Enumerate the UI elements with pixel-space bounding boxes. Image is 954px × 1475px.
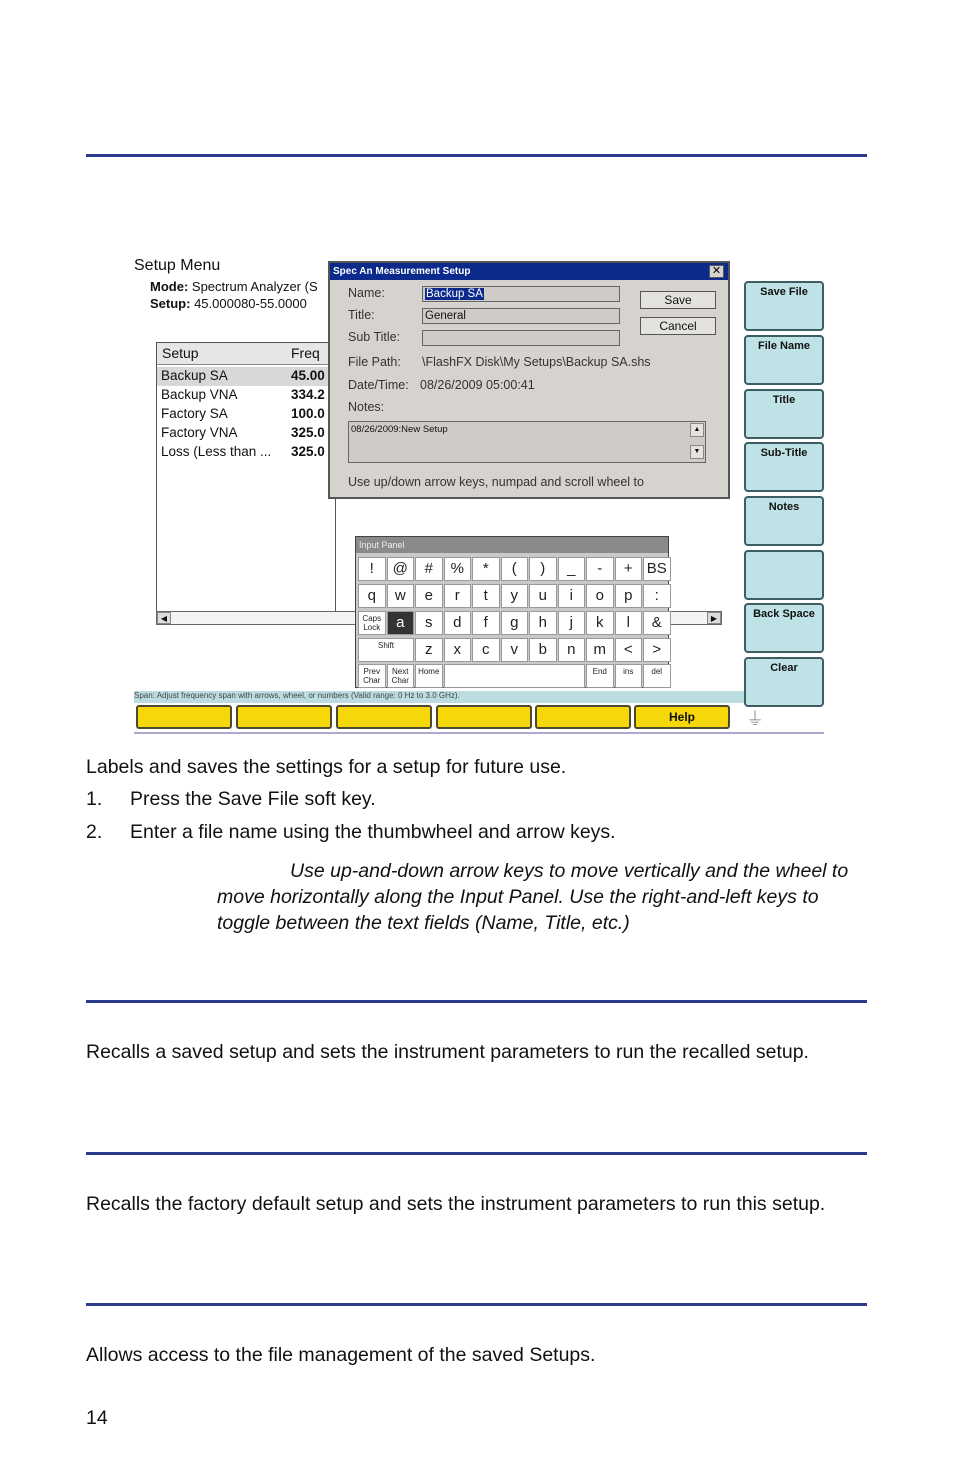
section-rule <box>86 1000 867 1003</box>
scroll-down-icon[interactable]: ▼ <box>690 445 704 459</box>
blank-softkey[interactable] <box>744 550 824 600</box>
key-symbol[interactable]: & <box>643 611 671 635</box>
key-home[interactable]: Home <box>415 664 443 688</box>
datetime-label: Date/Time: <box>348 378 409 392</box>
cancel-button[interactable]: Cancel <box>640 317 716 335</box>
title-field[interactable]: General <box>422 308 620 324</box>
key-i[interactable]: i <box>558 584 586 608</box>
key-o[interactable]: o <box>586 584 614 608</box>
section-rule <box>86 154 867 157</box>
notes-field[interactable]: 08/26/2009:New Setup ▲ ▼ <box>348 421 706 463</box>
key-m[interactable]: m <box>586 638 614 662</box>
key-c[interactable]: c <box>472 638 500 662</box>
key-x[interactable]: x <box>444 638 472 662</box>
key-caps-lock[interactable]: Caps Lock <box>358 611 386 635</box>
table-row[interactable]: Loss (Less than ... 325.0 <box>161 444 325 459</box>
bottom-softkey[interactable] <box>535 705 631 729</box>
table-row[interactable]: Factory VNA 325.0 <box>161 425 325 440</box>
key-g[interactable]: g <box>501 611 529 635</box>
close-icon[interactable]: ✕ <box>709 265 724 278</box>
key-r[interactable]: r <box>444 584 472 608</box>
files-paragraph: Allows access to the file management of the saved Setups. <box>86 1344 596 1366</box>
subtitle-label: Sub Title: <box>348 330 401 344</box>
key-e[interactable]: e <box>415 584 443 608</box>
bottom-softkey[interactable] <box>136 705 232 729</box>
key-f[interactable]: f <box>472 611 500 635</box>
save-file-softkey[interactable]: Save File <box>744 281 824 331</box>
title-label: Title: <box>348 308 375 322</box>
step-1: 1. Press the Save File soft key. <box>86 788 376 810</box>
instrument-screenshot <box>130 255 826 736</box>
key-symbol[interactable]: ( <box>501 557 529 581</box>
mode-line: Mode: Spectrum Analyzer (S <box>150 279 318 294</box>
section-rule <box>86 1303 867 1306</box>
key-symbol[interactable]: # <box>415 557 443 581</box>
factory-paragraph: Recalls the factory default setup and sets the instrument parameters to run this setup. <box>86 1193 826 1215</box>
measurement-setup-dialog <box>328 261 730 499</box>
key-end[interactable]: End <box>586 664 614 688</box>
subtitle-softkey[interactable]: Sub-Title <box>744 442 824 492</box>
key-symbol[interactable]: + <box>615 557 643 581</box>
subtitle-field[interactable] <box>422 330 620 346</box>
bottom-softkey[interactable] <box>236 705 332 729</box>
table-header: Setup Freq <box>157 343 335 365</box>
setup-line: Setup: 45.000080-55.0000 <box>150 296 307 311</box>
notes-softkey[interactable]: Notes <box>744 496 824 546</box>
key-v[interactable]: v <box>501 638 529 662</box>
key-y[interactable]: y <box>501 584 529 608</box>
key-symbol[interactable]: - <box>586 557 614 581</box>
key-symbol[interactable]: < <box>615 638 643 662</box>
key-z[interactable]: z <box>415 638 443 662</box>
key-q[interactable]: q <box>358 584 386 608</box>
key-shift[interactable]: Shift <box>358 638 414 662</box>
key-symbol[interactable]: % <box>444 557 472 581</box>
title-softkey[interactable]: Title <box>744 389 824 439</box>
key-ins[interactable]: ins <box>615 664 643 688</box>
key-u[interactable]: u <box>529 584 557 608</box>
dialog-hint: Use up/down arrow keys, numpad and scroll wheel to <box>348 475 644 489</box>
input-panel-title: Input Panel <box>356 537 668 553</box>
power-plug-icon: ⏚ <box>746 709 764 729</box>
clear-softkey[interactable]: Clear <box>744 657 824 707</box>
intro-paragraph: Labels and saves the settings for a setup for future use. <box>86 756 567 778</box>
status-line: Span: Adjust frequency span with arrows, wheel, or numbers (Valid range: 0 Hz to 3.0 GHz). <box>134 691 744 703</box>
note-text: Use up-and-down arrow keys to move vertically and the wheel to move horizontally along the Input Panel. Use the right-and-left keys to toggle between the text fields (Name, Title, etc.) <box>217 860 849 934</box>
bottom-softkey[interactable] <box>436 705 532 729</box>
scroll-up-icon[interactable]: ▲ <box>690 423 704 437</box>
key-symbol[interactable]: ! <box>358 557 386 581</box>
key-l[interactable]: l <box>615 611 643 635</box>
help-softkey[interactable]: Help <box>634 705 730 729</box>
key-prev-char[interactable]: Prev Char <box>358 664 386 688</box>
key-symbol[interactable]: @ <box>387 557 415 581</box>
key-symbol[interactable]: : <box>643 584 671 608</box>
key-a[interactable]: a <box>387 611 415 635</box>
table-row[interactable]: Factory SA 100.0 <box>161 406 325 421</box>
key-symbol[interactable]: * <box>472 557 500 581</box>
key-next-char[interactable]: Next Char <box>387 664 415 688</box>
scroll-left-icon[interactable]: ◀ <box>157 612 171 624</box>
page-number: 14 <box>86 1407 108 1429</box>
key-symbol[interactable]: _ <box>558 557 586 581</box>
key-w[interactable]: w <box>387 584 415 608</box>
datetime-value: 08/26/2009 05:00:41 <box>420 378 535 392</box>
key-h[interactable]: h <box>529 611 557 635</box>
scroll-right-icon[interactable]: ▶ <box>707 612 721 624</box>
key-t[interactable]: t <box>472 584 500 608</box>
table-row[interactable]: Backup SA 45.00 <box>157 367 335 386</box>
step-2: 2. Enter a file name using the thumbwheel and arrow keys. <box>86 821 616 843</box>
name-label: Name: <box>348 286 385 300</box>
notes-label: Notes: <box>348 400 385 414</box>
table-row[interactable]: Backup VNA 334.2 <box>161 387 325 402</box>
save-button[interactable]: Save <box>640 291 716 309</box>
bottom-softkey[interactable] <box>336 705 432 729</box>
file-name-softkey[interactable]: File Name <box>744 335 824 385</box>
key-j[interactable]: j <box>558 611 586 635</box>
screenshot-baseline <box>134 732 824 734</box>
key-n[interactable]: n <box>558 638 586 662</box>
setup-table[interactable] <box>156 342 336 624</box>
key-symbol[interactable]: > <box>643 638 671 662</box>
recall-paragraph: Recalls a saved setup and sets the instrument parameters to run the recalled setup. <box>86 1041 809 1063</box>
key-b[interactable]: b <box>529 638 557 662</box>
key-del[interactable]: del <box>643 664 671 688</box>
input-panel <box>355 536 669 688</box>
filepath-value: \FlashFX Disk\My Setups\Backup SA.shs <box>422 355 651 369</box>
name-field[interactable]: Backup SA <box>422 286 620 302</box>
key-space[interactable] <box>444 664 586 688</box>
setup-menu-title: Setup Menu <box>134 257 221 274</box>
back-space-softkey[interactable]: Back Space <box>744 603 824 653</box>
key-s[interactable]: s <box>415 611 443 635</box>
key-k[interactable]: k <box>586 611 614 635</box>
key-bs[interactable]: BS <box>643 557 671 581</box>
section-rule <box>86 1152 867 1155</box>
filepath-label: File Path: <box>348 355 401 369</box>
key-p[interactable]: p <box>615 584 643 608</box>
key-symbol[interactable]: ) <box>529 557 557 581</box>
key-d[interactable]: d <box>444 611 472 635</box>
dialog-title: Spec An Measurement Setup <box>330 263 728 280</box>
